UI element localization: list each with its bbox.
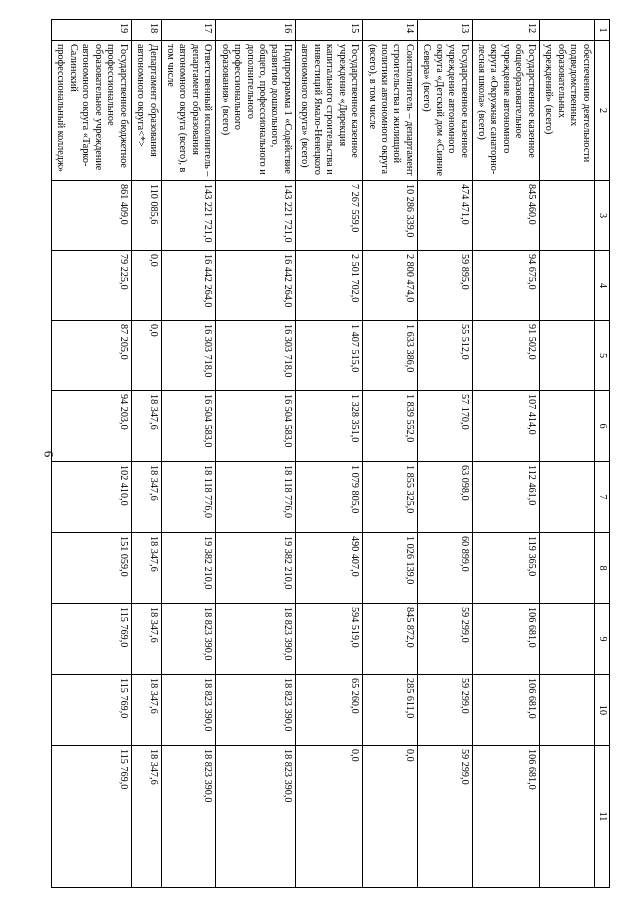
value-cell: 18 347,6 bbox=[131, 391, 161, 462]
value-cell: 143 221 721,0 bbox=[161, 181, 216, 251]
column-number: 9 bbox=[594, 604, 609, 675]
row-number: 16 bbox=[216, 20, 296, 41]
column-number: 4 bbox=[594, 251, 609, 321]
row-name: Ответственный исполнитель – департамент образования автономного округа (всего), в том числе bbox=[161, 41, 216, 181]
row-name: Государственное казенное общеобразовательное учреждение автономного округа «Окружная санаторно-лесная школа» (всего) bbox=[472, 41, 539, 181]
value-cell bbox=[539, 675, 594, 746]
row-number: 19 bbox=[52, 20, 132, 41]
value-cell: 18 347,6 bbox=[131, 533, 161, 604]
value-cell: 79 225,0 bbox=[52, 251, 132, 321]
column-number: 11 bbox=[594, 746, 609, 888]
row-name: Государственное бюджетное профессиональное образовательное учреждение автономного округа «Тарко-Салинский профессиональный колледж» bbox=[52, 41, 132, 181]
column-number: 1 bbox=[594, 20, 609, 41]
value-cell: 1 328 351,0 bbox=[295, 391, 362, 462]
column-number: 7 bbox=[594, 462, 609, 533]
table-row bbox=[131, 20, 161, 888]
value-cell: 59 299,0 bbox=[417, 746, 472, 888]
column-number: 6 bbox=[594, 391, 609, 462]
value-cell: 94 203,0 bbox=[52, 391, 132, 462]
value-cell: 59 895,0 bbox=[417, 251, 472, 321]
table-row bbox=[417, 20, 472, 888]
row-name: Государственное казенное учреждение «Дирекция капитального строительства и инвестиций Ямало-Ненецкого автономного округа» (всего) bbox=[295, 41, 362, 181]
value-cell: 91 502,0 bbox=[472, 321, 539, 391]
value-cell: 16 442 264,0 bbox=[216, 251, 296, 321]
value-cell: 10 286 339,0 bbox=[363, 181, 418, 251]
value-cell: 18 823 390,0 bbox=[216, 675, 296, 746]
value-cell: 474 471,0 bbox=[417, 181, 472, 251]
value-cell: 285 611,0 bbox=[363, 675, 418, 746]
value-cell: 861 409,0 bbox=[52, 181, 132, 251]
value-cell: 1 633 386,0 bbox=[363, 321, 418, 391]
table-row bbox=[472, 20, 539, 888]
value-cell: 60 899,0 bbox=[417, 533, 472, 604]
value-cell: 18 118 776,0 bbox=[161, 462, 216, 533]
value-cell: 18 118 776,0 bbox=[216, 462, 296, 533]
row-number: 15 bbox=[295, 20, 362, 41]
value-cell: 1 026 139,0 bbox=[363, 533, 418, 604]
row-number: 18 bbox=[131, 20, 161, 41]
value-cell bbox=[539, 604, 594, 675]
value-cell: 143 221 721,0 bbox=[216, 181, 296, 251]
row-number: 12 bbox=[472, 20, 539, 41]
row-number: 13 bbox=[417, 20, 472, 41]
table-row bbox=[161, 20, 216, 888]
value-cell: 106 681,0 bbox=[472, 746, 539, 888]
value-cell: 59 299,0 bbox=[417, 604, 472, 675]
table-row bbox=[295, 20, 362, 888]
value-cell: 845 872,0 bbox=[363, 604, 418, 675]
value-cell: 107 414,0 bbox=[472, 391, 539, 462]
table-row bbox=[52, 20, 132, 888]
value-cell: 594 519,0 bbox=[295, 604, 362, 675]
value-cell: 1 839 552,0 bbox=[363, 391, 418, 462]
table-row bbox=[216, 20, 296, 888]
value-cell: 0,0 bbox=[295, 746, 362, 888]
budget-table bbox=[51, 19, 610, 888]
value-cell bbox=[539, 462, 594, 533]
value-cell: 151 059,0 bbox=[52, 533, 132, 604]
value-cell: 2 800 474,0 bbox=[363, 251, 418, 321]
value-cell: 490 407,0 bbox=[295, 533, 362, 604]
value-cell: 55 512,0 bbox=[417, 321, 472, 391]
value-cell: 106 681,0 bbox=[472, 675, 539, 746]
value-cell: 102 410,0 bbox=[52, 462, 132, 533]
value-cell: 18 823 390,0 bbox=[161, 675, 216, 746]
value-cell: 16 303 718,0 bbox=[161, 321, 216, 391]
value-cell: 18 823 390,0 bbox=[216, 746, 296, 888]
value-cell: 110 085,6 bbox=[131, 181, 161, 251]
row-number: 17 bbox=[161, 20, 216, 41]
column-number: 2 bbox=[594, 41, 609, 181]
value-cell bbox=[539, 746, 594, 888]
value-cell bbox=[539, 533, 594, 604]
value-cell: 18 347,6 bbox=[131, 604, 161, 675]
value-cell: 19 382 210,0 bbox=[216, 533, 296, 604]
value-cell: 1 407 515,0 bbox=[295, 321, 362, 391]
value-cell: 0,0 bbox=[363, 746, 418, 888]
value-cell: 119 365,0 bbox=[472, 533, 539, 604]
column-number: 10 bbox=[594, 675, 609, 746]
value-cell: 18 347,6 bbox=[131, 462, 161, 533]
value-cell: 16 504 583,0 bbox=[161, 391, 216, 462]
row-name: Подпрограмма 1 «Содействие развитию дошкольного, общего, профессионального и дополнительного профессионального образования» (всего) bbox=[216, 41, 296, 181]
value-cell: 63 098,0 bbox=[417, 462, 472, 533]
value-cell: 18 347,6 bbox=[131, 675, 161, 746]
value-cell: 0,0 bbox=[131, 321, 161, 391]
column-number: 8 bbox=[594, 533, 609, 604]
value-cell: 16 303 718,0 bbox=[216, 321, 296, 391]
rotated-table-region bbox=[55, 19, 610, 887]
value-cell: 18 823 390,0 bbox=[216, 604, 296, 675]
row-name: обеспечению деятельности подведомственных образовательных учреждений» (всего) bbox=[539, 41, 594, 181]
value-cell: 18 823 390,0 bbox=[161, 746, 216, 888]
row-name: Соисполнитель – департамент строительства и жилищной политики автономного округа (всего), в том числе bbox=[363, 41, 418, 181]
column-number-row bbox=[594, 20, 609, 888]
page-number: 6 bbox=[41, 450, 57, 458]
value-cell: 59 299,0 bbox=[417, 675, 472, 746]
value-cell: 845 460,0 bbox=[472, 181, 539, 251]
value-cell: 94 675,0 bbox=[472, 251, 539, 321]
value-cell: 18 823 390,0 bbox=[161, 604, 216, 675]
value-cell: 19 382 210,0 bbox=[161, 533, 216, 604]
value-cell: 18 347,6 bbox=[131, 746, 161, 888]
value-cell bbox=[539, 251, 594, 321]
value-cell bbox=[539, 181, 594, 251]
value-cell: 115 769,0 bbox=[52, 675, 132, 746]
value-cell bbox=[539, 321, 594, 391]
value-cell: 115 769,0 bbox=[52, 746, 132, 888]
value-cell: 2 501 702,0 bbox=[295, 251, 362, 321]
value-cell: 16 504 583,0 bbox=[216, 391, 296, 462]
table-row bbox=[539, 20, 594, 888]
value-cell: 115 769,0 bbox=[52, 604, 132, 675]
row-name: Департамент образования автономного округа<*> bbox=[131, 41, 161, 181]
value-cell: 16 442 264,0 bbox=[161, 251, 216, 321]
value-cell: 0,0 bbox=[131, 251, 161, 321]
value-cell: 57 170,0 bbox=[417, 391, 472, 462]
row-number bbox=[539, 20, 594, 41]
row-number: 14 bbox=[363, 20, 418, 41]
column-number: 3 bbox=[594, 181, 609, 251]
column-number: 5 bbox=[594, 321, 609, 391]
value-cell: 1 079 805,0 bbox=[295, 462, 362, 533]
value-cell: 65 260,0 bbox=[295, 675, 362, 746]
value-cell: 87 205,0 bbox=[52, 321, 132, 391]
value-cell: 1 855 325,0 bbox=[363, 462, 418, 533]
row-name: Государственное казенное учреждение автономного округа «Детский дом «Сияние Севера» (всего) bbox=[417, 41, 472, 181]
value-cell: 106 681,0 bbox=[472, 604, 539, 675]
value-cell: 7 267 559,0 bbox=[295, 181, 362, 251]
value-cell bbox=[539, 391, 594, 462]
table-row bbox=[363, 20, 418, 888]
value-cell: 112 461,0 bbox=[472, 462, 539, 533]
